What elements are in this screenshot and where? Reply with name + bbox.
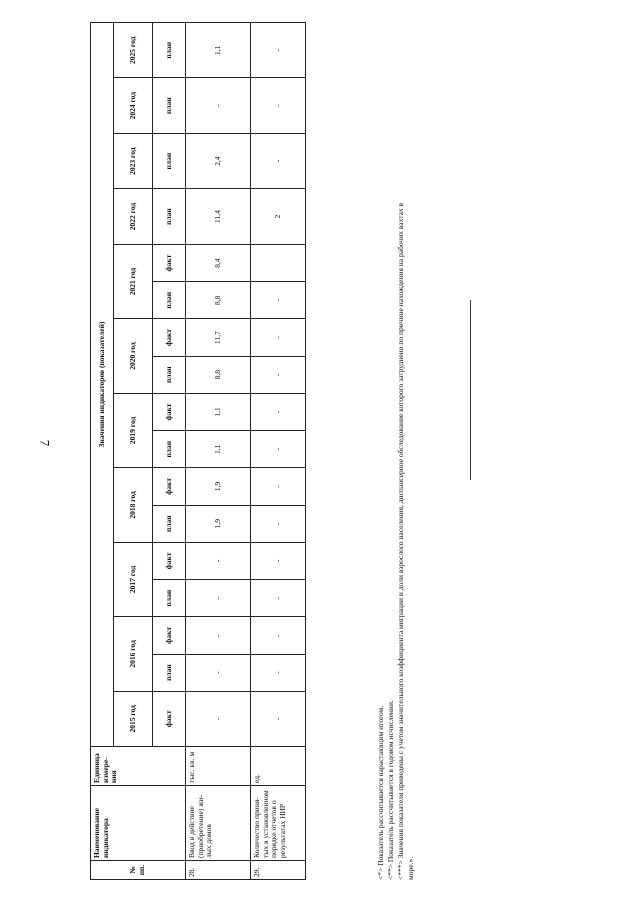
indicator-table (90, 22, 306, 880)
col-unit-header: Единица измере-ния (91, 747, 186, 786)
value-cell: 8,8 (186, 356, 251, 393)
value-cell: 1,1 (186, 23, 251, 79)
year-2020: 2020 год (114, 319, 153, 393)
value-cell (251, 244, 306, 282)
footnote: <***> Значения показателя приведены с учетом значительного коэффициента миграции и доли взрослого населения, диспансерное обследование которого затруднено по причине нахождения на рабочих вахтах в море.». (396, 202, 416, 880)
row-name: Количество приня-тых в установленном порядке отчетов о результатах НИР (251, 786, 306, 861)
col-number-header: № пп. (91, 861, 186, 880)
year-2023: 2023 год (114, 133, 153, 188)
plan-label: план (153, 505, 186, 542)
row-number: 29. (251, 861, 306, 880)
fact-label: факт (153, 542, 186, 580)
fact-label: факт (153, 617, 186, 655)
footnote: <*> Показатель рассчитывается нарастающим итогом. (376, 705, 385, 880)
year-2022: 2022 год (114, 189, 153, 244)
plan-label: план (153, 431, 186, 468)
value-cell: - (251, 282, 306, 319)
page-number: 7 (37, 439, 53, 447)
value-cell: - (186, 542, 251, 580)
value-cell: 11,4 (186, 189, 251, 244)
row-unit: тыс. кв. м (186, 747, 251, 786)
value-cell: 1,9 (186, 505, 251, 542)
value-cell: - (186, 691, 251, 746)
fact-label: факт (153, 319, 186, 357)
year-2019: 2019 год (114, 393, 153, 467)
col-name-header: Наименование индикатора (91, 786, 186, 861)
table-row (186, 23, 251, 880)
fact-label: факт (153, 691, 186, 746)
plan-label: план (153, 356, 186, 393)
fact-label: факт (153, 468, 186, 506)
year-2021: 2021 год (114, 244, 153, 318)
year-2017: 2017 год (114, 542, 153, 616)
year-2025: 2025 год (114, 23, 153, 79)
fact-label: факт (153, 244, 186, 282)
value-cell: - (251, 617, 306, 655)
footnotes (376, 180, 417, 880)
year-2024: 2024 год (114, 78, 153, 133)
value-cell: - (251, 431, 306, 468)
fact-label: факт (153, 393, 186, 431)
row-number: 28. (186, 861, 251, 880)
value-cell: 1,9 (186, 468, 251, 506)
plan-label: план (153, 78, 186, 133)
value-cell: - (251, 505, 306, 542)
year-2018: 2018 год (114, 468, 153, 542)
plan-label: план (153, 23, 186, 79)
value-cell: - (251, 23, 306, 79)
value-cell: - (251, 133, 306, 188)
value-cell: - (251, 580, 306, 617)
value-cell: 11,7 (186, 319, 251, 357)
value-cell: - (251, 356, 306, 393)
value-cell: - (251, 542, 306, 580)
value-cell: - (186, 654, 251, 691)
value-cell: 1,1 (186, 393, 251, 431)
table-row (251, 23, 306, 880)
plan-label: план (153, 580, 186, 617)
row-name: Ввод в действие (приобретение) жи-лых домов (186, 786, 251, 861)
value-cell: - (251, 393, 306, 431)
rotated-content (90, 20, 630, 880)
plan-label: план (153, 189, 186, 244)
value-cell: - (186, 78, 251, 133)
value-cell: - (251, 654, 306, 691)
values-title: Значения индикаторов (показателей) (91, 23, 114, 747)
value-cell: - (251, 78, 306, 133)
value-cell: 1,1 (186, 431, 251, 468)
value-cell: 8,4 (186, 244, 251, 282)
value-cell: - (251, 319, 306, 357)
value-cell: - (251, 468, 306, 506)
divider-line (470, 300, 471, 480)
plan-label: план (153, 133, 186, 188)
footnote: <**> Показатель рассчитывается в годовом исчислении. (386, 700, 396, 880)
plan-label: план (153, 654, 186, 691)
value-cell: 8,8 (186, 282, 251, 319)
table-header-row (91, 23, 114, 880)
value-cell: 2,4 (186, 133, 251, 188)
value-cell: - (186, 580, 251, 617)
year-2016: 2016 год (114, 617, 153, 691)
value-cell: - (186, 617, 251, 655)
plan-label: план (153, 282, 186, 319)
value-cell: 2 (251, 189, 306, 244)
year-2015: 2015 год (114, 691, 153, 746)
row-unit: ед. (251, 747, 306, 786)
value-cell: - (251, 691, 306, 746)
